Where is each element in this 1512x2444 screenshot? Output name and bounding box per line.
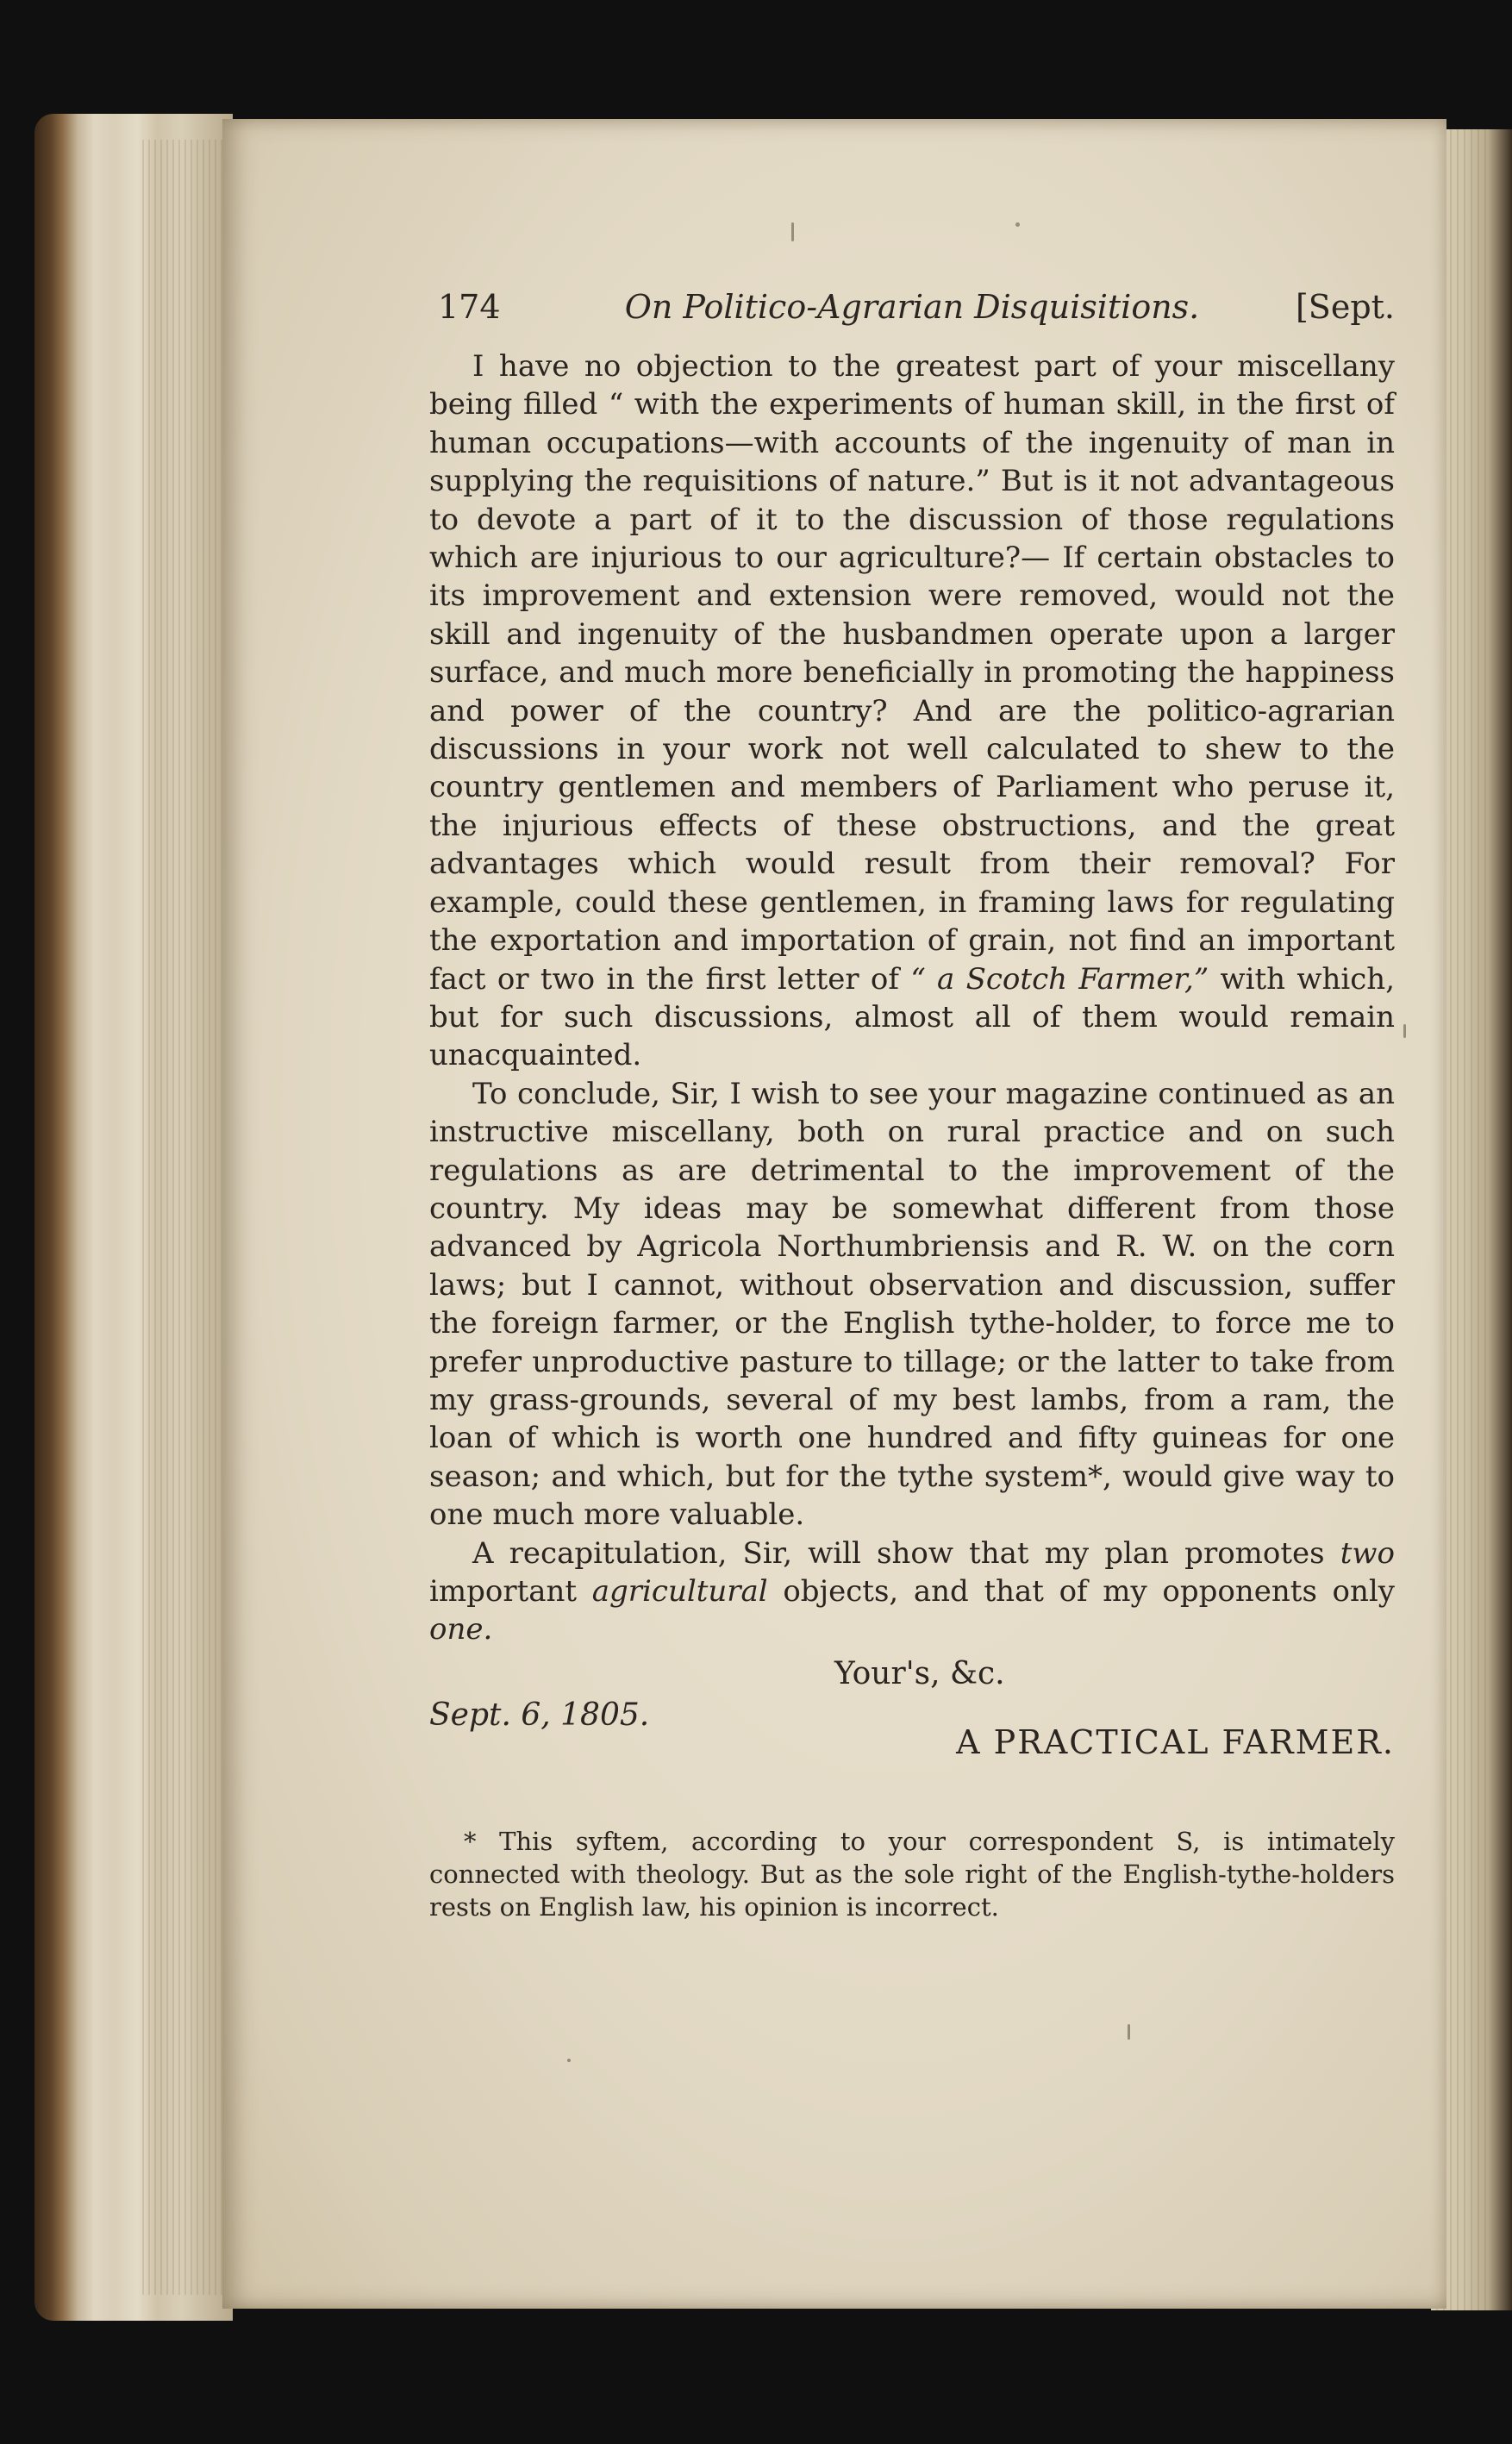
valediction: Your's, &c. [834, 1655, 1005, 1691]
paragraph [429, 1535, 1395, 1649]
speck [1128, 2024, 1130, 2040]
paragraph-text: objects, and that of my opponents only [767, 1574, 1395, 1609]
page-number: 174 [438, 288, 501, 326]
letter-date: Sept. 6, 1805. [429, 1697, 650, 1733]
paragraph-text: with which, but for such discussions, almost all of them would remain unacquainted. [429, 961, 1395, 1073]
letter-closing [429, 1656, 1395, 1777]
page-text [429, 277, 1395, 1923]
speck [567, 2059, 571, 2062]
running-title: On Politico-Agrarian Disquisitions. [624, 288, 1200, 326]
italic-word: two [1340, 1535, 1396, 1571]
speck [1403, 1024, 1406, 1038]
italic-phrase: “ a Scotch Farmer,” [910, 961, 1209, 997]
article-body [429, 347, 1395, 1649]
speck [791, 222, 794, 241]
italic-word: one. [429, 1612, 493, 1647]
running-header [429, 277, 1395, 337]
italic-word: agricultural [591, 1574, 768, 1609]
footnote: * This syftem, according to your correspondent S, is intimately connected with theology. But as the sole right of the English-tythe-holders rests on English law, his opinion is incorrect. [429, 1826, 1395, 1922]
signature: A PRACTICAL FARMER. [956, 1722, 1395, 1761]
paragraph-text: important [429, 1574, 592, 1609]
speck [1015, 222, 1020, 227]
book-page-edges-left [34, 114, 233, 2321]
paragraph-text: A recapitulation, Sir, will show that my plan promotes [472, 1535, 1325, 1571]
book-page [222, 119, 1446, 2309]
header-month: [Sept. [1295, 288, 1395, 326]
paragraph: To conclude, Sir, I wish to see your magazine continued as an instructive miscellany, both on rural practice and on such regulations as are detrimental to the improvement of the country. My ideas may be somewhat different from those advanced by Agricola Northumbriensis and R. W. on the corn laws; but I cannot, without observation and discussion, suffer the foreign farmer, or the English tythe-holder, to force me to prefer unproductive pasture to tillage; or the latter to take from my grass-grounds, several of my best lambs, from a ram, the loan of which is worth one hundred and fifty guineas for one season; and which, but for the tythe system*, would give way to one much more valuable. [429, 1076, 1395, 1533]
paragraph [429, 347, 1395, 1075]
paragraph-text: I have no objection to the greatest part of your miscellany being filled “ with the experiments of human skill, in the first of human occupations—with accounts of the ingenuity of man in supplying the requisitions of nature.” But is it not advantageous to devote a part of it to the discussion of those regulations which are injurious to our agriculture?— If certain obstacles to its improvement and extension were removed, would not the skill and ingenuity of the husbandmen operate upon a larger surface, and much more beneficially in promoting the happiness and power of the country? And are the politico-agrarian discussions in your work not well calculated to shew to the country gentlemen and members of Parliament who peruse it, the injurious effects of these obstructions, and the great advantages which would result from their removal? For example, could these gentlemen, in framing laws for regulating the exportation and importation of grain, not find an important fact or two in the first letter of [429, 349, 1395, 997]
